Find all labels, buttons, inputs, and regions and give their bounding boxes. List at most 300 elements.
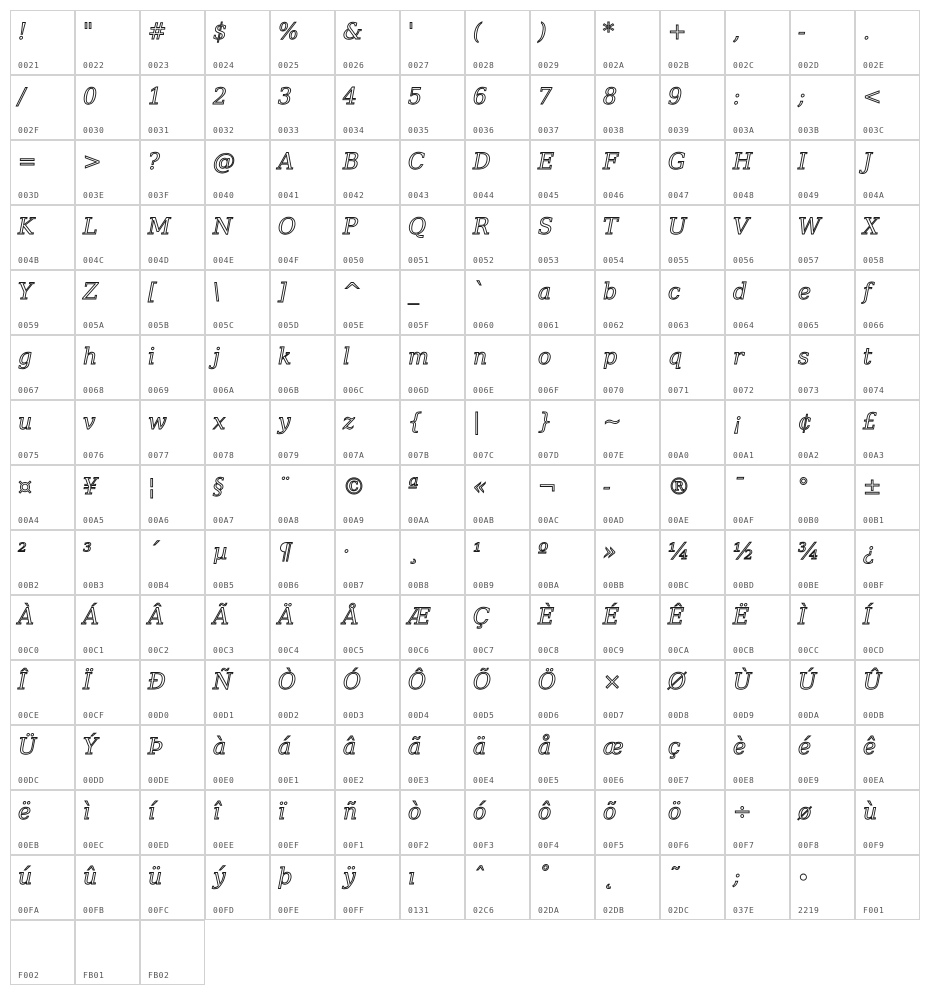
glyph-cell [465, 465, 530, 530]
glyph-code: 00E1 [278, 776, 300, 785]
glyph-char: ú [18, 865, 33, 890]
glyph-code: F001 [863, 906, 885, 915]
glyph-cell [400, 335, 465, 400]
glyph-char: Ä [278, 605, 294, 630]
glyph-char: ³ [83, 540, 92, 565]
glyph-char: Ø [668, 670, 687, 695]
glyph-code: 00C7 [473, 646, 495, 655]
glyph-code: 0078 [213, 451, 235, 460]
glyph-cell [75, 660, 140, 725]
glyph-cell [400, 660, 465, 725]
glyph-char: % [278, 20, 299, 45]
glyph-char: ¦ [148, 475, 156, 500]
glyph-cell [205, 725, 270, 790]
glyph-cell [270, 10, 335, 75]
glyph-cell [465, 400, 530, 465]
glyph-cell [530, 75, 595, 140]
glyph-cell [75, 270, 140, 335]
glyph-char: D [473, 150, 491, 175]
glyph-code: 00A5 [83, 516, 105, 525]
glyph-code: 00CE [18, 711, 40, 720]
glyph-cell [660, 855, 725, 920]
glyph-code: 006B [278, 386, 300, 395]
glyph-char: Ò [278, 670, 297, 695]
glyph-code: 002B [668, 61, 690, 70]
glyph-code: 0031 [148, 126, 170, 135]
glyph-code: 0052 [473, 256, 495, 265]
glyph-cell [400, 140, 465, 205]
glyph-char: ô [538, 800, 552, 825]
glyph-char: G [668, 150, 686, 175]
glyph-cell [790, 595, 855, 660]
glyph-code: 0077 [148, 451, 170, 460]
glyph-cell [75, 790, 140, 855]
glyph-cell [725, 400, 790, 465]
glyph-char: = [18, 150, 37, 175]
glyph-char: § [213, 475, 224, 500]
glyph-char: F [603, 150, 619, 175]
glyph-code: 0034 [343, 126, 365, 135]
glyph-code: 004B [18, 256, 40, 265]
glyph-code: 007E [603, 451, 625, 460]
glyph-char: r [733, 345, 744, 370]
glyph-cell [10, 75, 75, 140]
glyph-cell [335, 855, 400, 920]
glyph-char: ] [278, 280, 287, 305]
glyph-code: 00F1 [343, 841, 365, 850]
glyph-code: 007A [343, 451, 365, 460]
glyph-char: º [538, 540, 549, 565]
glyph-cell [855, 465, 920, 530]
glyph-char: - [798, 20, 806, 45]
glyph-code: 00EC [83, 841, 105, 850]
glyph-code: 0035 [408, 126, 430, 135]
glyph-cell [660, 660, 725, 725]
glyph-code: 00BC [668, 581, 690, 590]
glyph-char: ² [18, 540, 27, 565]
glyph-char: f [863, 280, 872, 305]
glyph-cell [790, 725, 855, 790]
glyph-cell [660, 530, 725, 595]
glyph-cell [140, 725, 205, 790]
glyph-code: 00F9 [863, 841, 885, 850]
glyph-char: g [18, 345, 33, 370]
glyph-code: 00E2 [343, 776, 365, 785]
glyph-cell [595, 10, 660, 75]
glyph-grid [10, 10, 920, 985]
glyph-cell [855, 790, 920, 855]
glyph-code: 00F3 [473, 841, 495, 850]
glyph-code: 004C [83, 256, 105, 265]
glyph-code: 00E5 [538, 776, 560, 785]
glyph-char: Ú [798, 670, 817, 695]
glyph-char: Å [343, 605, 359, 630]
glyph-char: æ [603, 735, 624, 760]
glyph-code: 00FF [343, 906, 365, 915]
glyph-char: â [343, 735, 357, 760]
glyph-cell [270, 400, 335, 465]
glyph-code: 00FE [278, 906, 300, 915]
glyph-code: 00AA [408, 516, 430, 525]
glyph-code: 00F5 [603, 841, 625, 850]
glyph-char: È [538, 605, 555, 630]
glyph-code: 00FC [148, 906, 170, 915]
glyph-code: 0064 [733, 321, 755, 330]
glyph-cell [465, 725, 530, 790]
glyph-code: 02C6 [473, 906, 495, 915]
glyph-cell [400, 75, 465, 140]
glyph-cell [465, 205, 530, 270]
glyph-cell [10, 465, 75, 530]
glyph-char: # [148, 20, 167, 45]
glyph-char: ø [798, 800, 812, 825]
glyph-code: 00C0 [18, 646, 40, 655]
glyph-cell [465, 75, 530, 140]
glyph-char: U [668, 215, 687, 240]
glyph-code: 0026 [343, 61, 365, 70]
glyph-code: 00BB [603, 581, 625, 590]
glyph-char: ) [538, 20, 547, 45]
glyph-code: 002C [733, 61, 755, 70]
glyph-cell [270, 205, 335, 270]
glyph-code: 0038 [603, 126, 625, 135]
glyph-cell [10, 140, 75, 205]
glyph-char: ¨ [278, 475, 289, 500]
glyph-code: 0056 [733, 256, 755, 265]
glyph-char: ` [473, 280, 484, 305]
glyph-char: ˆ [473, 865, 484, 890]
glyph-char: T [603, 215, 618, 240]
glyph-cell [205, 205, 270, 270]
glyph-char: þ [278, 865, 293, 890]
glyph-cell [595, 595, 660, 660]
glyph-char: ¢ [798, 410, 812, 435]
glyph-code: 00ED [148, 841, 170, 850]
glyph-cell [10, 725, 75, 790]
glyph-char: A [278, 150, 294, 175]
glyph-code: 00BD [733, 581, 755, 590]
glyph-char: | [473, 410, 481, 435]
glyph-code: 00E6 [603, 776, 625, 785]
glyph-code: 00AE [668, 516, 690, 525]
glyph-char: Û [863, 670, 882, 695]
glyph-code: 004A [863, 191, 885, 200]
glyph-char: x [213, 410, 226, 435]
glyph-cell [725, 335, 790, 400]
glyph-code: 00F8 [798, 841, 820, 850]
glyph-cell [465, 335, 530, 400]
glyph-cell [595, 335, 660, 400]
glyph-char: ñ [343, 800, 358, 825]
glyph-char: Ð [148, 670, 166, 695]
glyph-char: ; [733, 865, 741, 890]
glyph-char: 6 [473, 85, 487, 110]
glyph-char: ( [473, 20, 482, 45]
glyph-char: Ê [668, 605, 685, 630]
glyph-code: 00C3 [213, 646, 235, 655]
glyph-code: 0041 [278, 191, 300, 200]
glyph-cell [660, 790, 725, 855]
glyph-code: 2219 [798, 906, 820, 915]
glyph-cell [10, 790, 75, 855]
glyph-code: 00FA [18, 906, 40, 915]
glyph-cell [205, 530, 270, 595]
glyph-cell [595, 530, 660, 595]
glyph-cell [10, 10, 75, 75]
glyph-char: I [798, 150, 807, 175]
glyph-cell [335, 530, 400, 595]
glyph-cell [140, 790, 205, 855]
glyph-char: å [538, 735, 552, 760]
glyph-cell [400, 205, 465, 270]
glyph-cell [790, 465, 855, 530]
glyph-char: « [473, 475, 487, 500]
glyph-cell [140, 140, 205, 205]
glyph-code: 004E [213, 256, 235, 265]
glyph-char: Î [18, 670, 27, 695]
glyph-cell [660, 10, 725, 75]
glyph-code: 00D3 [343, 711, 365, 720]
glyph-cell [75, 205, 140, 270]
glyph-cell [530, 10, 595, 75]
glyph-code: 0055 [668, 256, 690, 265]
glyph-cell [530, 140, 595, 205]
glyph-code: 02DC [668, 906, 690, 915]
glyph-cell [140, 530, 205, 595]
glyph-char: k [278, 345, 292, 370]
glyph-cell [10, 855, 75, 920]
glyph-code: 0047 [668, 191, 690, 200]
glyph-char: õ [603, 800, 617, 825]
glyph-code: 0067 [18, 386, 40, 395]
glyph-code: 00E0 [213, 776, 235, 785]
glyph-char: O [278, 215, 297, 240]
glyph-char: $ [213, 20, 227, 45]
glyph-code: 007D [538, 451, 560, 460]
glyph-char: ç [668, 735, 681, 760]
glyph-cell [855, 400, 920, 465]
glyph-cell [75, 10, 140, 75]
glyph-char: y [278, 410, 291, 435]
glyph-cell [270, 595, 335, 660]
glyph-cell [595, 400, 660, 465]
glyph-cell [595, 465, 660, 530]
glyph-char: ˜ [668, 865, 679, 890]
glyph-char: ^ [343, 280, 362, 305]
glyph-cell [595, 790, 660, 855]
glyph-cell [270, 75, 335, 140]
glyph-code: 006A [213, 386, 235, 395]
glyph-char: ∙ [798, 865, 809, 890]
glyph-code: 00DD [83, 776, 105, 785]
glyph-cell [400, 10, 465, 75]
glyph-code: 00F4 [538, 841, 560, 850]
glyph-char: n [473, 345, 488, 370]
glyph-cell [855, 660, 920, 725]
glyph-code: 00DC [18, 776, 40, 785]
glyph-char: 2 [213, 85, 227, 110]
glyph-char: Þ [148, 735, 163, 760]
glyph-code: 02DA [538, 906, 560, 915]
glyph-char: Ç [473, 605, 490, 630]
glyph-char: è [733, 735, 747, 760]
glyph-code: 00EF [278, 841, 300, 850]
glyph-code: 00CA [668, 646, 690, 655]
glyph-cell [335, 790, 400, 855]
glyph-char: ˛ [603, 865, 614, 890]
glyph-char: 9 [668, 85, 682, 110]
glyph-char: R [473, 215, 490, 240]
glyph-cell [75, 725, 140, 790]
glyph-cell [465, 270, 530, 335]
glyph-char: J [863, 150, 872, 175]
glyph-code: 0024 [213, 61, 235, 70]
glyph-code: 0036 [473, 126, 495, 135]
glyph-cell [400, 855, 465, 920]
glyph-cell [140, 920, 205, 985]
glyph-cell [205, 660, 270, 725]
glyph-char: Â [148, 605, 164, 630]
glyph-cell [10, 400, 75, 465]
glyph-code: 006F [538, 386, 560, 395]
glyph-code: 0044 [473, 191, 495, 200]
glyph-cell [660, 270, 725, 335]
glyph-char: - [603, 475, 611, 500]
glyph-char: ! [18, 20, 27, 45]
glyph-code: 0131 [408, 906, 430, 915]
glyph-code: 002F [18, 126, 40, 135]
glyph-cell [725, 855, 790, 920]
glyph-cell [10, 530, 75, 595]
glyph-cell [790, 660, 855, 725]
glyph-cell [855, 10, 920, 75]
glyph-cell [205, 335, 270, 400]
glyph-char: w [148, 410, 167, 435]
glyph-char: ¤ [18, 475, 32, 500]
glyph-char: ó [473, 800, 487, 825]
glyph-char: X [863, 215, 879, 240]
glyph-cell [530, 595, 595, 660]
glyph-char: _ [408, 280, 419, 305]
glyph-char: > [83, 150, 102, 175]
glyph-char: £ [863, 410, 877, 435]
glyph-cell [335, 660, 400, 725]
glyph-char: j [213, 345, 220, 370]
glyph-char: ¶ [278, 540, 292, 565]
glyph-char: Ì [798, 605, 807, 630]
glyph-cell [335, 465, 400, 530]
glyph-char: 5 [408, 85, 422, 110]
glyph-cell [400, 465, 465, 530]
glyph-cell [660, 140, 725, 205]
glyph-cell [10, 270, 75, 335]
glyph-code: 00E8 [733, 776, 755, 785]
glyph-code: 0051 [408, 256, 430, 265]
glyph-cell [725, 140, 790, 205]
glyph-cell [725, 790, 790, 855]
glyph-code: 005B [148, 321, 170, 330]
glyph-code: 00DA [798, 711, 820, 720]
glyph-code: 00AF [733, 516, 755, 525]
glyph-char: s [798, 345, 810, 370]
glyph-char: , [733, 20, 740, 45]
glyph-char: ~ [603, 410, 622, 435]
glyph-cell [270, 270, 335, 335]
glyph-code: 0028 [473, 61, 495, 70]
glyph-char: Q [408, 215, 427, 240]
glyph-char: ÿ [343, 865, 356, 890]
glyph-cell [530, 205, 595, 270]
glyph-cell [465, 595, 530, 660]
glyph-cell [530, 465, 595, 530]
glyph-char: Ñ [213, 670, 233, 695]
glyph-code: 0071 [668, 386, 690, 395]
glyph-code: 003B [798, 126, 820, 135]
glyph-char: É [603, 605, 620, 630]
glyph-cell [855, 335, 920, 400]
glyph-code: 00A1 [733, 451, 755, 460]
glyph-cell [205, 140, 270, 205]
glyph-cell [400, 725, 465, 790]
glyph-code: 0061 [538, 321, 560, 330]
glyph-cell [75, 400, 140, 465]
glyph-char: á [278, 735, 292, 760]
glyph-char: 8 [603, 85, 617, 110]
glyph-cell [75, 140, 140, 205]
glyph-char: } [538, 410, 552, 435]
glyph-char: d [733, 280, 748, 305]
glyph-char: ê [863, 735, 877, 760]
glyph-code: 0076 [83, 451, 105, 460]
glyph-char: ù [863, 800, 878, 825]
glyph-cell [10, 660, 75, 725]
glyph-cell [790, 335, 855, 400]
glyph-cell [465, 660, 530, 725]
glyph-code: 00BF [863, 581, 885, 590]
glyph-char: H [733, 150, 753, 175]
glyph-char: ˚ [538, 865, 549, 890]
glyph-cell [400, 595, 465, 660]
glyph-code: 00D2 [278, 711, 300, 720]
glyph-cell [595, 75, 660, 140]
glyph-code: 00DE [148, 776, 170, 785]
glyph-char: i [148, 345, 156, 370]
glyph-char: & [343, 20, 363, 45]
glyph-char: ¥ [83, 475, 97, 500]
glyph-code: 003A [733, 126, 755, 135]
glyph-char: < [863, 85, 882, 110]
glyph-cell [660, 725, 725, 790]
glyph-cell [790, 75, 855, 140]
glyph-code: 003F [148, 191, 170, 200]
glyph-cell [75, 335, 140, 400]
glyph-cell [660, 595, 725, 660]
glyph-code: 0046 [603, 191, 625, 200]
glyph-cell [855, 140, 920, 205]
glyph-code: 00B4 [148, 581, 170, 590]
glyph-cell [790, 530, 855, 595]
glyph-char: ? [148, 150, 160, 175]
glyph-code: 00D9 [733, 711, 755, 720]
glyph-char: \ [213, 280, 221, 305]
glyph-code: 004F [278, 256, 300, 265]
glyph-char: t [863, 345, 872, 370]
glyph-code: 00F2 [408, 841, 430, 850]
glyph-code: 0053 [538, 256, 560, 265]
glyph-char: û [83, 865, 98, 890]
glyph-cell [205, 270, 270, 335]
glyph-cell [140, 205, 205, 270]
